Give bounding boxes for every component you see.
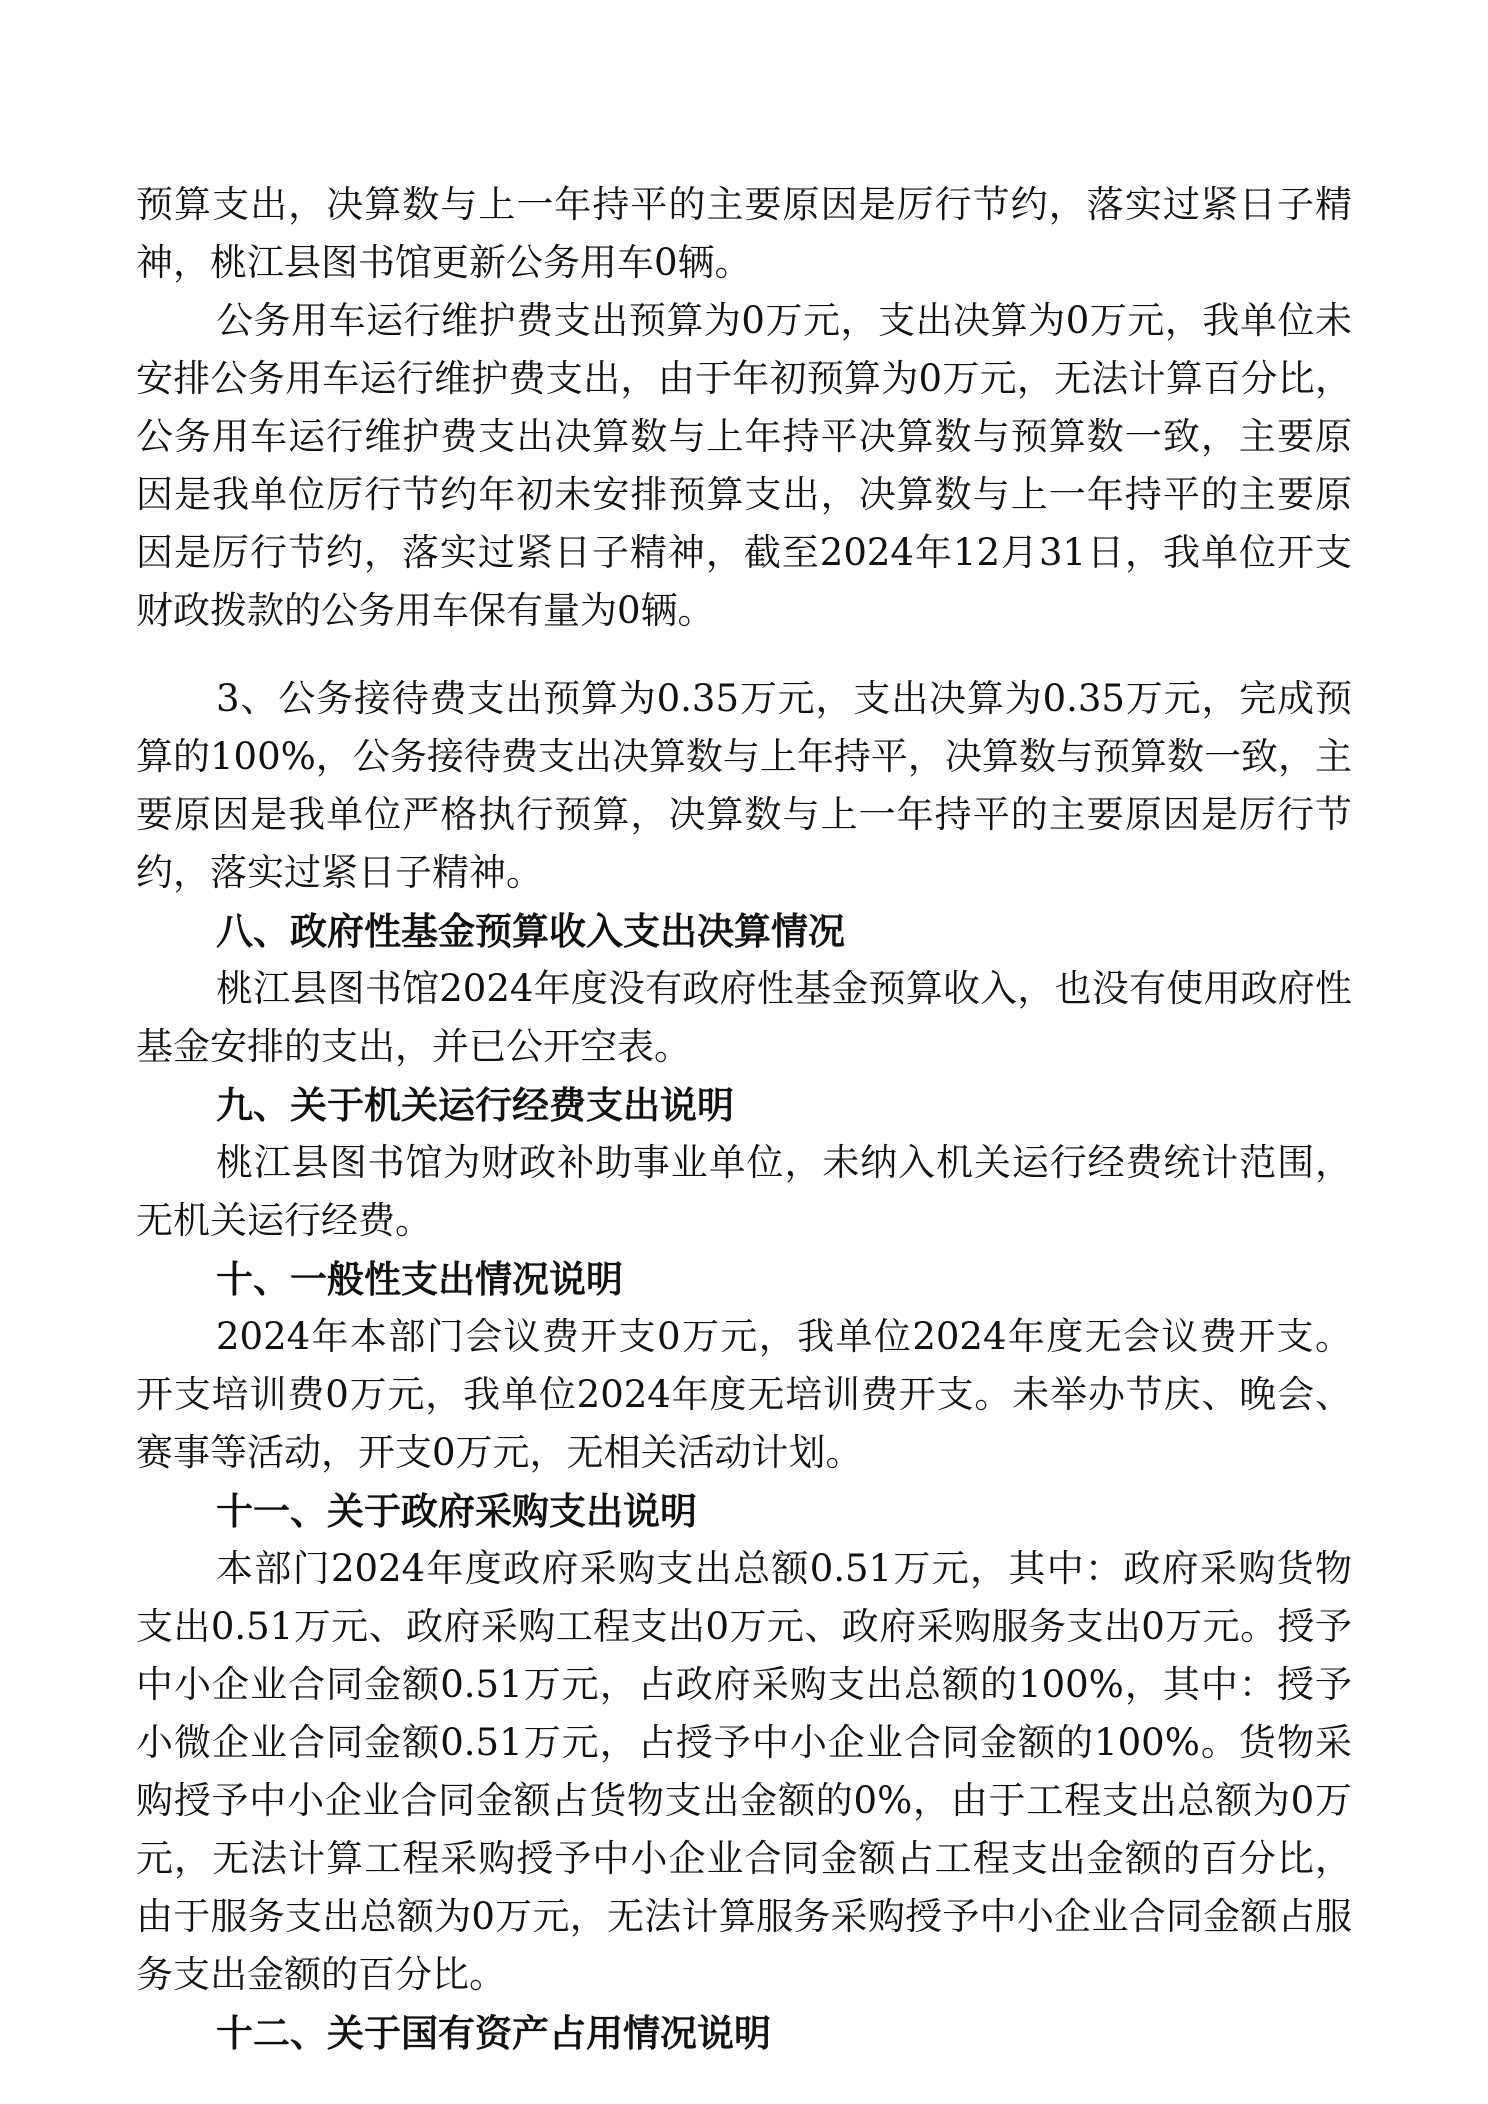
paragraph-government-fund: 桃江县图书馆2024年度没有政府性基金预算收入，也没有使用政府性基金安排的支出，并已公开空表。 — [136, 967, 1352, 1068]
section-heading-10: 十、一般性支出情况说明 — [216, 1257, 623, 1301]
paragraph-operating-expense: 桃江县图书馆为财政补助事业单位，未纳入机关运行经费统计范围，无机关运行经费。 — [136, 1141, 1352, 1242]
section-heading-8: 八、政府性基金预算收入支出决算情况 — [216, 909, 845, 953]
paragraph-vehicle-maintenance: 公务用车运行维护费支出预算为0万元，支出决算为0万元，我单位未安排公务用车运行维护费支出，由于年初预算为0万元，无法计算百分比，公务用车运行维护费支出决算数与上年持平决算数与预算数一致，主要原因是我单位厉行节约年初未安排预算支出，决算数与上一年持平的主要原因是厉行节约，落实过紧日子精神，截至2024年12月31日，我单位开支财政拨款的公务用车保有量为0辆。 — [136, 299, 1352, 632]
paragraph-gap — [136, 640, 1352, 670]
paragraph-vehicle-purchase: 预算支出，决算数与上一年持平的主要原因是厉行节约，落实过紧日子精神，桃江县图书馆更新公务用车0辆。 — [136, 183, 1352, 284]
document-body — [136, 176, 1352, 2062]
section-heading-12: 十二、关于国有资产占用情况说明 — [216, 2011, 771, 2055]
paragraph-reception-expense: 3、公务接待费支出预算为0.35万元，支出决算为0.35万元，完成预算的100%，公务接待费支出决算数与上年持平，决算数与预算数一致，主要原因是我单位严格执行预算，决算数与上一年持平的主要原因是厉行节约，落实过紧日子精神。 — [136, 677, 1352, 894]
paragraph-procurement: 本部门2024年度政府采购支出总额0.51万元，其中：政府采购货物支出0.51万元、政府采购工程支出0万元、政府采购服务支出0万元。授予中小企业合同金额0.51万元，占政府采购支出总额的100%，其中：授予小微企业合同金额0.51万元，占授予中小企业合同金额的100%。货物采购授予中小企业合同金额占货物支出金额的0%，由于工程支出总额为0万元，无法计算工程采购授予中小企业合同金额占工程支出金额的百分比，由于服务支出总额为0万元，无法计算服务采购授予中小企业合同金额占服务支出金额的百分比。 — [136, 1547, 1352, 1996]
section-heading-9: 九、关于机关运行经费支出说明 — [216, 1083, 734, 1127]
section-heading-11: 十一、关于政府采购支出说明 — [216, 1489, 697, 1533]
paragraph-general-expense: 2024年本部门会议费开支0万元，我单位2024年度无会议费开支。开支培训费0万元，我单位2024年度无培训费开支。未举办节庆、晚会、赛事等活动，开支0万元，无相关活动计划。 — [136, 1315, 1352, 1474]
